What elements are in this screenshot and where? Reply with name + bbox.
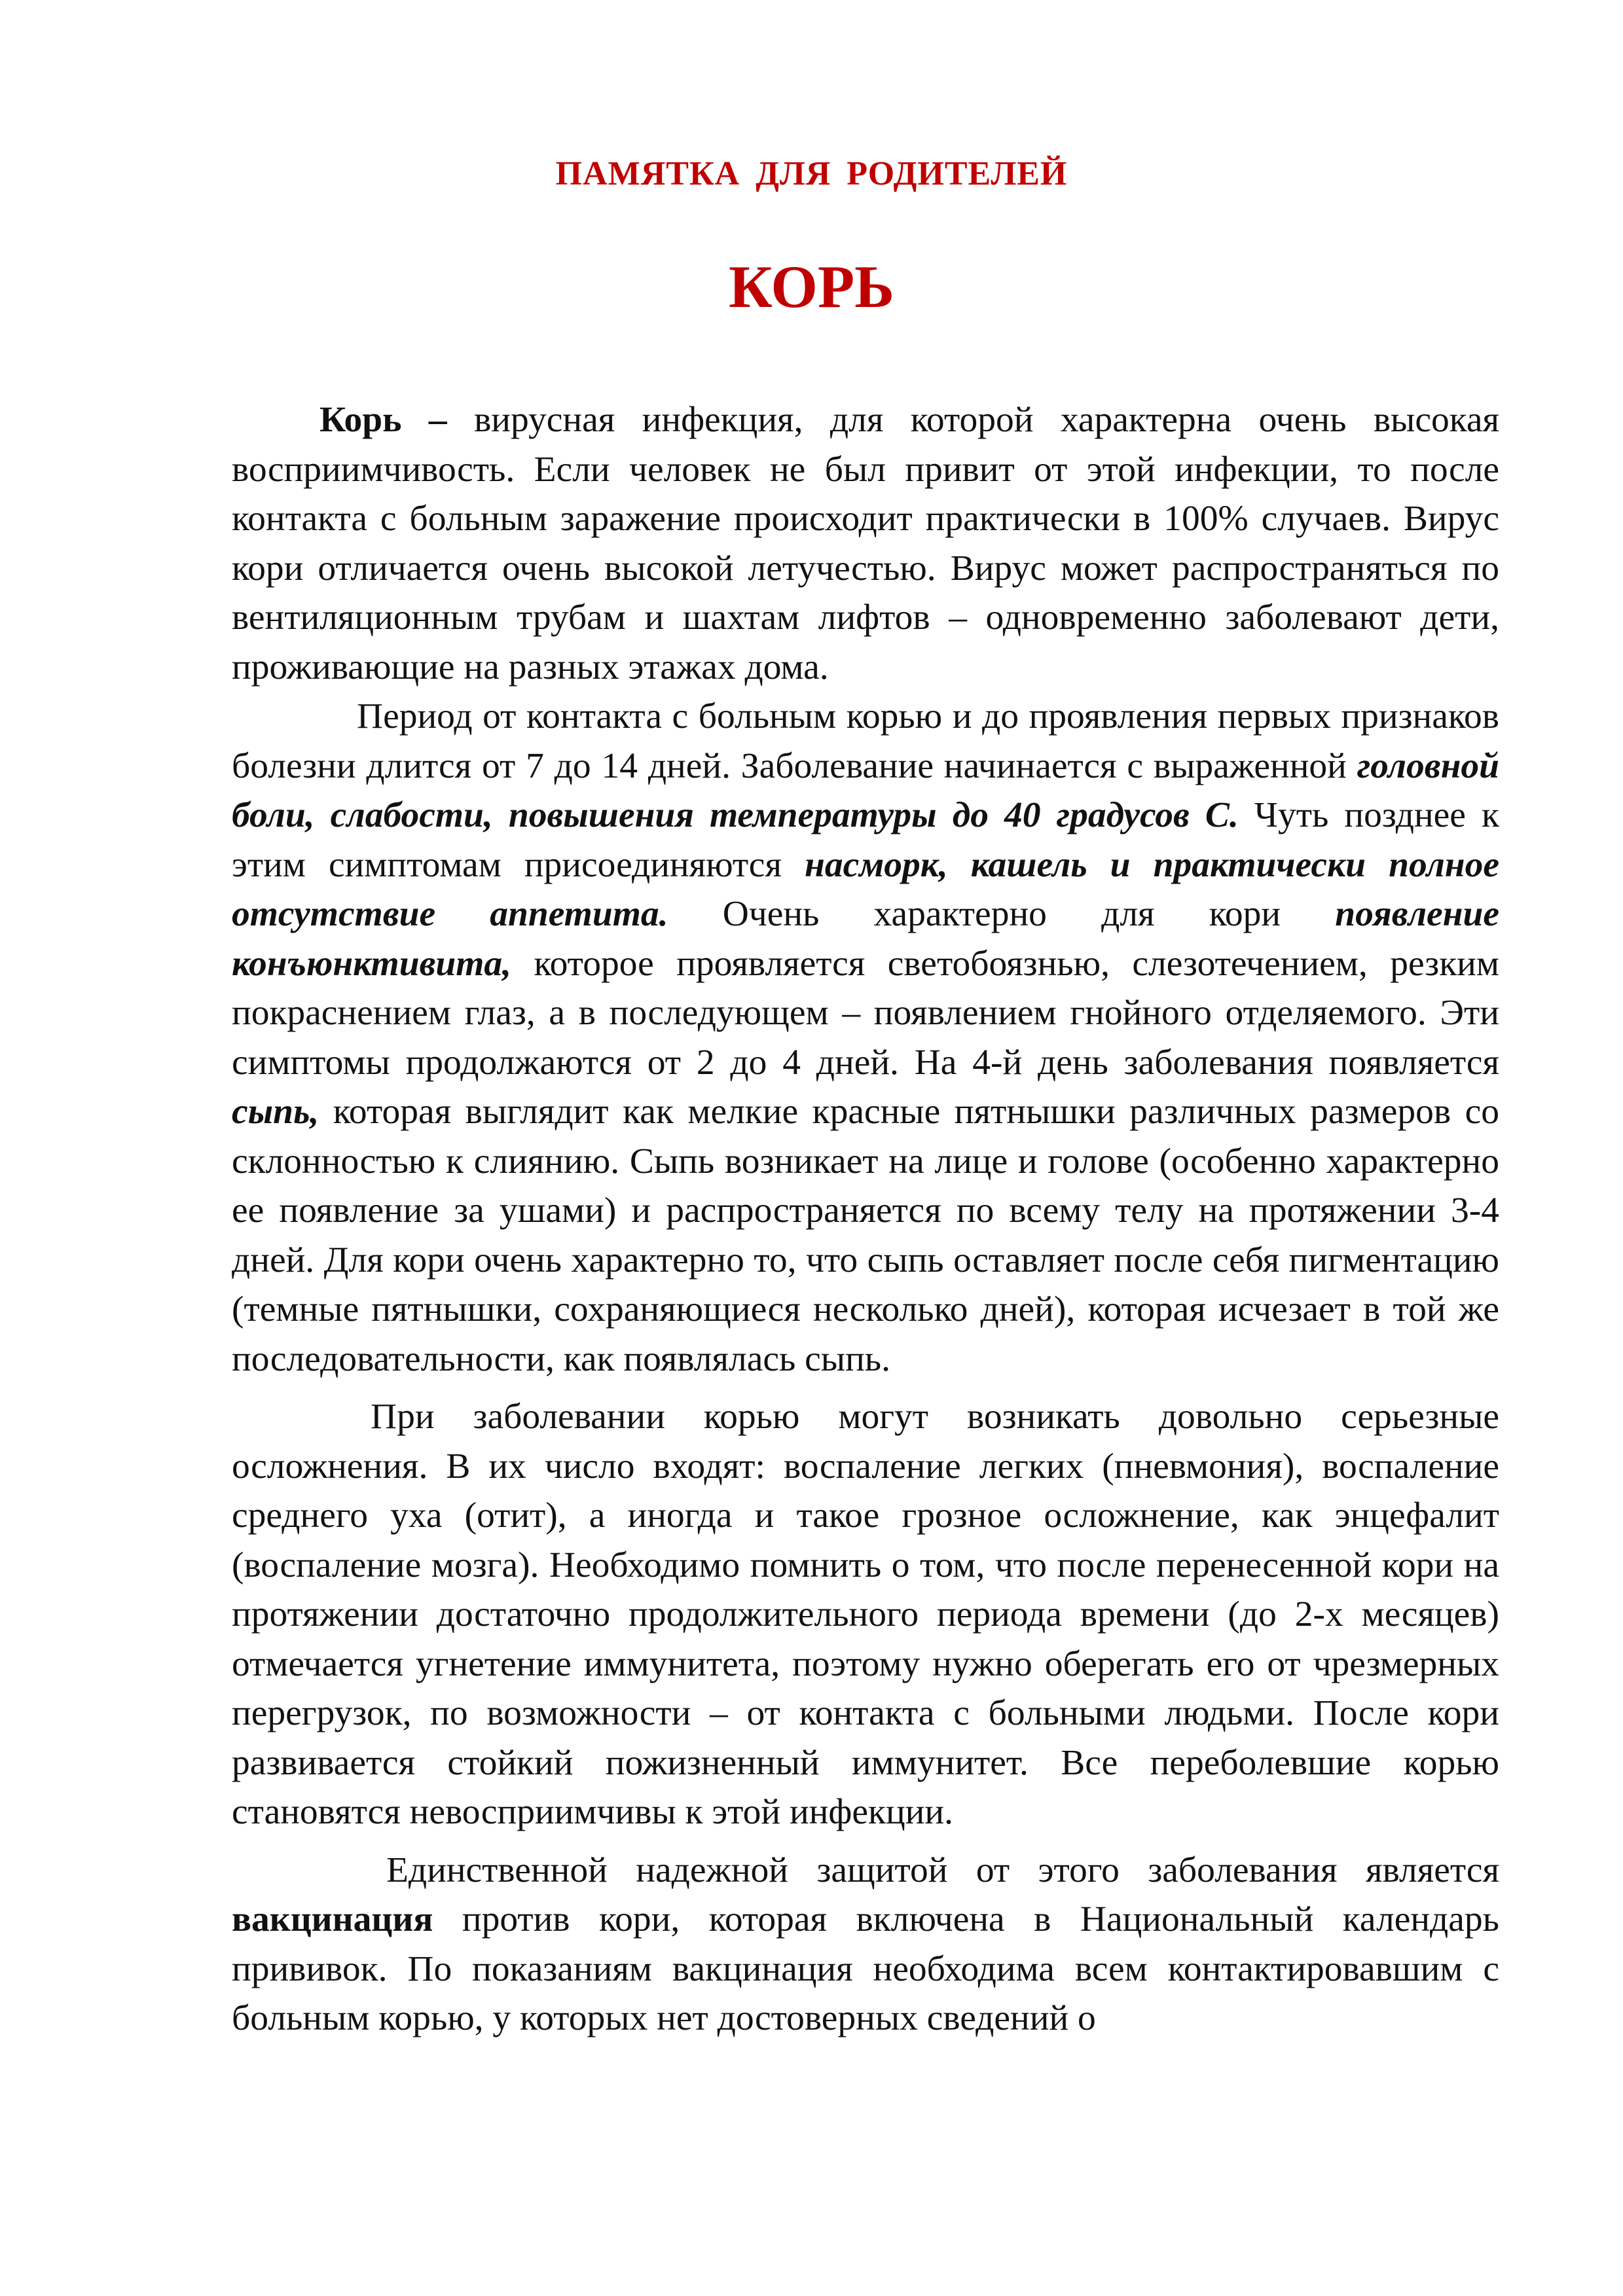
document-title: КОРЬ: [729, 253, 894, 320]
document-body: [232, 395, 1499, 2043]
symptoms-emphasis-1: головной боли, слабости, повышения температуры до 40 градусов С.: [232, 745, 1499, 835]
paragraph-definition: [232, 395, 1499, 692]
symptoms-text-1: Период от контакта с больным корью и до проявления первых признаков болезни длится от 7 до 14 дней. Заболевание начинается с выраженной: [232, 696, 1499, 786]
paragraph-definition-text: вирусная инфекция, для которой характерна очень высокая восприимчивость. Если человек не был привит от этой инфекции, то после контакта с больным заражение происходит практически в 100% случаев. Вирус кори отличается очень высокой летучестью. Вирус может распространяться по вентиляционным трубам и шахтам лифтов – одновременно заболевают дети, проживающие на разных этажах дома.: [232, 400, 1500, 687]
paragraph-vaccination: [232, 1846, 1499, 2043]
document-subtitle: ПАМЯТКА ДЛЯ РОДИТЕЛЕЙ: [555, 155, 1068, 192]
paragraph-complications: При заболевании корью могут возникать довольно серьезные осложнения. В их число входят: воспаление легких (пневмония), воспаление среднего уха (отит), а иногда и такое грозное осложнение, как энцефалит (воспаление мозга). Необходимо помнить о том, что после перенесенной кори на протяжении достаточно продолжительного периода времени (до 2-х месяцев) отмечается угнетение иммунитета, поэтому нужно оберегать его от чрезмерных перегрузок, по возможности – от контакта с больными людьми. После кори развивается стойкий пожизненный иммунитет. Все переболевшие корью становятся невосприимчивы к этой инфекции.: [232, 1397, 1499, 1832]
vaccination-term: вакцинация: [232, 1899, 433, 1939]
symptoms-text-3: Очень характерно для кори: [668, 894, 1336, 934]
vaccination-text-1: Единственной надежной защитой от этого заболевания является: [386, 1850, 1499, 1890]
paragraph-symptoms: [232, 692, 1499, 1384]
term-measles: Корь: [319, 400, 402, 440]
vaccination-text-2: против кори, которая включена в Национальный календарь прививок. По показаниям вакцинация необходима всем контактировавшим с больным корью, у которых нет достоверных сведений о: [232, 1899, 1499, 2038]
term-dash: –: [401, 400, 475, 440]
symptoms-text-2: Чуть позднее к этим симптомам присоединяются: [232, 795, 1499, 885]
symptoms-text-4: которое проявляется светобоязнью, слезотечением, резким покраснением глаз, а в последующем – появлением гнойного отделяемого. Эти симптомы продолжаются от 2 до 4 дней. На 4-й день заболевания появляется: [232, 943, 1499, 1083]
symptoms-text-5: которая выглядит как мелкие красные пятнышки различных размеров со склонностью к слиянию. Сыпь возникает на лице и голове (особенно характерно ее появление за ушами) и распространяется по всему телу на протяжении 3-4 дней. Для кори очень характерно то, что сыпь оставляет после себя пигментацию (темные пятнышки, сохраняющиеся несколько дней), которая исчезает в той же последовательности, как появлялась сыпь.: [232, 1092, 1499, 1379]
symptoms-emphasis-3: появление конъюнктивита,: [232, 894, 1499, 984]
symptoms-emphasis-4: сыпь,: [232, 1092, 319, 1132]
symptoms-emphasis-2: насморк, кашель и практически полное отсутствие аппетита.: [232, 844, 1499, 934]
